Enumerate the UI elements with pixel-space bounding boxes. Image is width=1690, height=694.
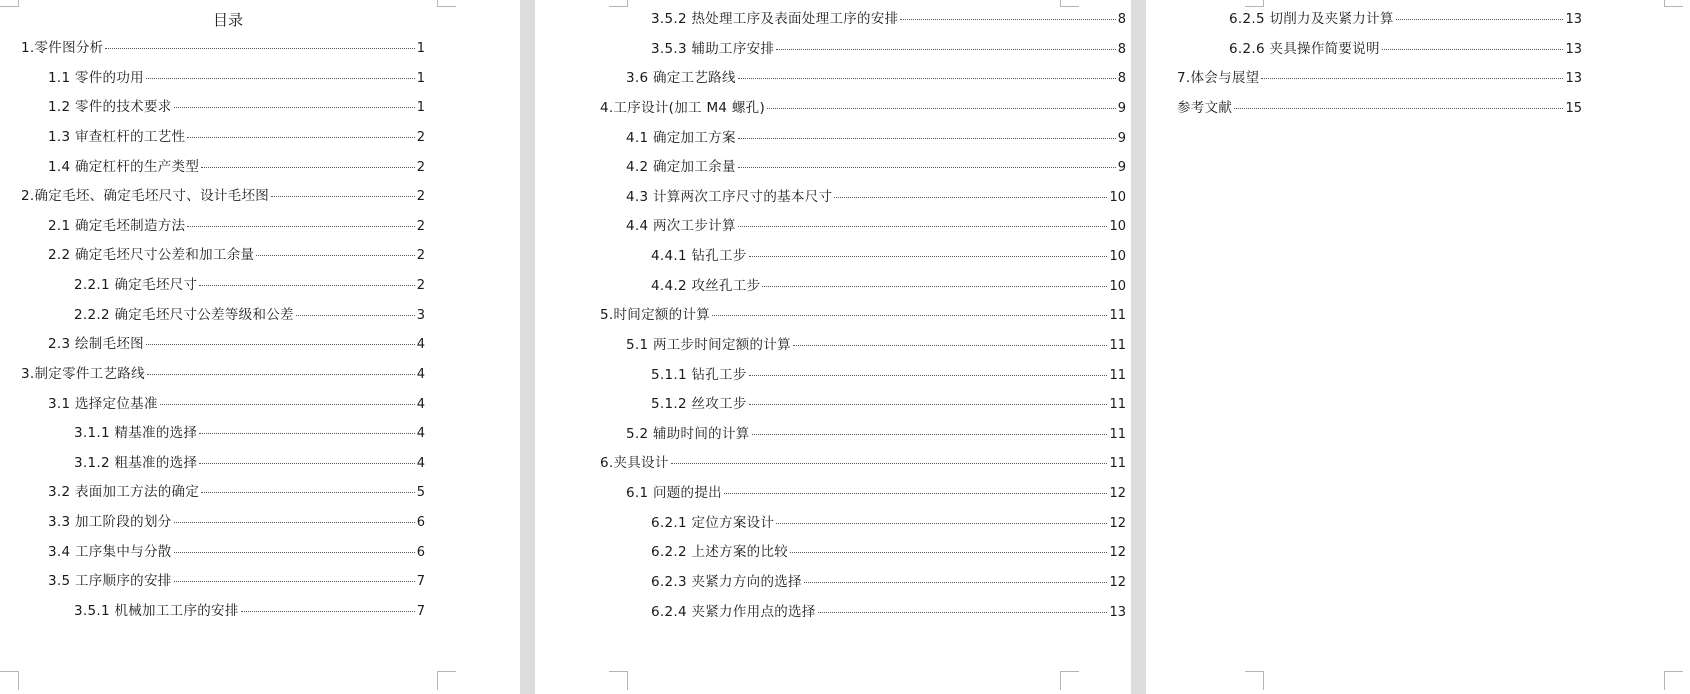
page-corner-mark <box>0 0 19 7</box>
toc-dot-leader <box>174 521 415 523</box>
toc-entry-title: 2.1 确定毛坯制造方法 <box>48 218 186 234</box>
toc-page-number: 9 <box>1117 131 1126 146</box>
toc-entry-title: 1.2 零件的技术要求 <box>48 99 172 115</box>
toc-entry-title: 3.6 确定工艺路线 <box>626 70 736 86</box>
page-corner-mark <box>1060 671 1079 690</box>
toc-dot-leader <box>199 284 414 286</box>
toc-dot-leader <box>199 432 414 434</box>
toc-page-number: 2 <box>416 278 425 293</box>
toc-entry[interactable] <box>626 187 1126 208</box>
page-corner-mark <box>0 671 19 690</box>
toc-entry-title: 5.时间定额的计算 <box>600 307 711 323</box>
toc-entry[interactable] <box>48 68 425 89</box>
toc-entry[interactable] <box>48 157 425 178</box>
toc-page-number: 10 <box>1109 279 1126 294</box>
toc-entry[interactable] <box>626 128 1126 149</box>
toc-page-number: 10 <box>1109 219 1126 234</box>
toc-page-number: 4 <box>416 337 425 352</box>
toc-page-number: 12 <box>1109 486 1126 501</box>
toc-dot-leader <box>199 462 414 464</box>
toc-dot-leader <box>1382 48 1564 50</box>
toc-dot-leader <box>256 254 414 256</box>
toc-entry-title: 4.4.1 钻孔工步 <box>651 248 747 264</box>
toc-page-number: 6 <box>416 545 425 560</box>
toc-entry[interactable] <box>48 542 425 563</box>
toc-page-number: 8 <box>1117 71 1126 86</box>
toc-dot-leader <box>187 136 414 138</box>
toc-entry[interactable] <box>1177 98 1582 119</box>
page-corner-mark <box>1664 0 1683 7</box>
toc-entry[interactable] <box>600 98 1126 119</box>
toc-entry-title: 2.2 确定毛坯尺寸公差和加工余量 <box>48 247 255 263</box>
toc-entry[interactable] <box>651 9 1126 30</box>
toc-entry-title: 6.2.5 切削力及夹紧力计算 <box>1229 11 1394 27</box>
toc-dot-leader <box>271 195 415 197</box>
toc-dot-leader <box>790 551 1107 553</box>
toc-page-number: 10 <box>1109 249 1126 264</box>
toc-page-number: 13 <box>1565 71 1582 86</box>
toc-entry[interactable] <box>1229 9 1582 30</box>
toc-entry-title: 6.2.3 夹紧力方向的选择 <box>651 574 802 590</box>
toc-page-number: 13 <box>1109 605 1126 620</box>
toc-dot-leader <box>818 611 1108 613</box>
toc-dot-leader <box>900 18 1115 20</box>
toc-dot-leader <box>201 166 415 168</box>
toc-page-number: 2 <box>416 189 425 204</box>
toc-entry[interactable] <box>74 305 425 326</box>
toc-entry[interactable] <box>600 305 1126 326</box>
toc-entry[interactable] <box>74 453 425 474</box>
toc-dot-leader <box>187 225 414 227</box>
toc-entry[interactable] <box>651 365 1126 386</box>
toc-entry[interactable] <box>651 513 1126 534</box>
toc-entry[interactable] <box>626 68 1126 89</box>
toc-page-number: 1 <box>416 71 425 86</box>
page-corner-mark <box>437 671 456 690</box>
toc-entry[interactable] <box>48 571 425 592</box>
toc-page-number: 12 <box>1109 575 1126 590</box>
toc-dot-leader <box>105 47 414 49</box>
toc-page-number: 2 <box>416 219 425 234</box>
page-corner-mark <box>609 671 628 690</box>
toc-entry-title: 3.3 加工阶段的划分 <box>48 514 172 530</box>
toc-entry-title: 4.2 确定加工余量 <box>626 159 736 175</box>
document-page-3 <box>1146 0 1690 694</box>
toc-entry-title: 3.1 选择定位基准 <box>48 396 158 412</box>
toc-dot-leader <box>1396 18 1564 20</box>
toc-page-number: 9 <box>1117 101 1126 116</box>
toc-dot-leader <box>1234 107 1563 109</box>
toc-dot-leader <box>147 373 415 375</box>
toc-entry[interactable] <box>1229 39 1582 60</box>
toc-entry-title: 5.1.2 丝攻工步 <box>651 396 747 412</box>
toc-page-number: 13 <box>1565 12 1582 27</box>
toc-entry-title: 6.2.6 夹具操作简要说明 <box>1229 41 1380 57</box>
toc-page-number: 11 <box>1109 368 1126 383</box>
toc-entry-title: 6.2.4 夹紧力作用点的选择 <box>651 604 816 620</box>
toc-entry[interactable] <box>600 453 1126 474</box>
toc-entry[interactable] <box>626 335 1126 356</box>
toc-dot-leader <box>241 610 415 612</box>
toc-entry[interactable] <box>651 394 1126 415</box>
toc-dot-leader <box>749 255 1108 257</box>
page-corner-mark <box>1664 671 1683 690</box>
toc-dot-leader <box>738 166 1116 168</box>
toc-entry-title: 3.1.1 精基准的选择 <box>74 425 198 441</box>
toc-entry[interactable] <box>21 38 425 59</box>
toc-entry[interactable] <box>48 127 425 148</box>
toc-entry[interactable] <box>48 482 425 503</box>
toc-dot-leader <box>738 225 1108 227</box>
toc-dot-leader <box>296 314 415 316</box>
toc-entry-title: 3.5.1 机械加工工序的安排 <box>74 603 239 619</box>
toc-page-number: 12 <box>1109 545 1126 560</box>
toc-page-number: 11 <box>1109 308 1126 323</box>
toc-entry-title: 4.4.2 攻丝孔工步 <box>651 278 761 294</box>
toc-entry-title: 4.3 计算两次工序尺寸的基本尺寸 <box>626 189 833 205</box>
toc-entry[interactable] <box>48 97 425 118</box>
toc-page-number: 5 <box>416 485 425 500</box>
toc-dot-leader <box>671 462 1108 464</box>
toc-title: 目录 <box>212 11 243 29</box>
toc-dot-leader <box>174 106 415 108</box>
toc-entry-title: 4.1 确定加工方案 <box>626 130 736 146</box>
toc-entry-title: 1.4 确定杠杆的生产类型 <box>48 159 200 175</box>
toc-dot-leader <box>738 77 1116 79</box>
toc-dot-leader <box>738 137 1116 139</box>
toc-entry-title: 2.2.2 确定毛坯尺寸公差等级和公差 <box>74 307 294 323</box>
toc-page-number: 4 <box>416 456 425 471</box>
toc-page-number: 11 <box>1109 456 1126 471</box>
toc-dot-leader <box>834 196 1107 198</box>
toc-page-number: 15 <box>1565 101 1582 116</box>
toc-entry[interactable] <box>651 542 1126 563</box>
toc-page-number: 1 <box>416 100 425 115</box>
toc-entry[interactable] <box>48 245 425 266</box>
page-corner-mark <box>1245 671 1264 690</box>
toc-entry[interactable] <box>651 572 1126 593</box>
toc-dot-leader <box>767 107 1116 109</box>
toc-dot-leader <box>724 492 1107 494</box>
toc-entry[interactable] <box>626 483 1126 504</box>
toc-entry-title: 3.5.3 辅助工序安排 <box>651 41 775 57</box>
toc-dot-leader <box>1261 77 1563 79</box>
toc-page-number: 6 <box>416 515 425 530</box>
toc-entry[interactable] <box>1177 68 1582 89</box>
toc-dot-leader <box>776 522 1107 524</box>
toc-entry-title: 3.5 工序顺序的安排 <box>48 573 172 589</box>
toc-entry-title: 6.2.1 定位方案设计 <box>651 515 775 531</box>
toc-page-number: 2 <box>416 248 425 263</box>
toc-entry[interactable] <box>626 216 1126 237</box>
toc-entry-title: 6.1 问题的提出 <box>626 485 722 501</box>
toc-page-number: 7 <box>416 604 425 619</box>
toc-page-number: 1 <box>416 41 425 56</box>
toc-entry-title: 2.确定毛坯、确定毛坯尺寸、设计毛坯图 <box>21 188 270 204</box>
toc-page-number: 11 <box>1109 338 1126 353</box>
toc-entry[interactable] <box>651 602 1126 623</box>
toc-entry-title: 1.零件图分析 <box>21 40 104 56</box>
toc-entry-title: 6.夹具设计 <box>600 455 669 471</box>
toc-entry[interactable] <box>48 394 425 415</box>
toc-entry-title: 3.1.2 粗基准的选择 <box>74 455 198 471</box>
toc-entry-title: 3.5.2 热处理工序及表面处理工序的安排 <box>651 11 899 27</box>
toc-entry-title: 7.体会与展望 <box>1177 70 1260 86</box>
toc-dot-leader <box>762 285 1107 287</box>
toc-dot-leader <box>793 344 1107 346</box>
toc-dot-leader <box>749 403 1108 405</box>
toc-dot-leader <box>804 581 1108 583</box>
toc-dot-leader <box>160 403 415 405</box>
toc-entry-title: 2.3 绘制毛坯图 <box>48 336 144 352</box>
toc-page-number: 3 <box>416 308 425 323</box>
toc-entry-title: 6.2.2 上述方案的比较 <box>651 544 789 560</box>
toc-entry[interactable] <box>651 246 1126 267</box>
toc-page-number: 4 <box>416 367 425 382</box>
document-page-1 <box>0 0 520 694</box>
document-page-2 <box>535 0 1131 694</box>
toc-dot-leader <box>201 491 415 493</box>
toc-entry-title: 5.1 两工步时间定额的计算 <box>626 337 791 353</box>
toc-entry-title: 5.1.1 钻孔工步 <box>651 367 747 383</box>
toc-page-number: 13 <box>1565 42 1582 57</box>
toc-entry-title: 3.2 表面加工方法的确定 <box>48 484 200 500</box>
toc-page-number: 12 <box>1109 516 1126 531</box>
toc-page-number: 11 <box>1109 397 1126 412</box>
toc-dot-leader <box>174 551 415 553</box>
toc-dot-leader <box>174 580 415 582</box>
toc-entry[interactable] <box>74 423 425 444</box>
toc-dot-leader <box>752 433 1108 435</box>
toc-page-number: 7 <box>416 574 425 589</box>
toc-dot-leader <box>712 314 1107 316</box>
toc-entry[interactable] <box>48 334 425 355</box>
toc-page-number: 4 <box>416 397 425 412</box>
toc-entry-title: 参考文献 <box>1177 100 1233 116</box>
page-corner-mark <box>437 0 456 7</box>
page-corner-mark <box>1060 0 1079 7</box>
toc-entry-title: 3.4 工序集中与分散 <box>48 544 172 560</box>
toc-page-number: 4 <box>416 426 425 441</box>
toc-page-number: 11 <box>1109 427 1126 442</box>
toc-dot-leader <box>146 343 415 345</box>
toc-entry[interactable] <box>651 276 1126 297</box>
toc-entry[interactable] <box>626 157 1126 178</box>
toc-page-number: 8 <box>1117 42 1126 57</box>
toc-page-number: 2 <box>416 130 425 145</box>
toc-entry[interactable] <box>626 424 1126 445</box>
toc-entry[interactable] <box>21 364 425 385</box>
toc-page-number: 10 <box>1109 190 1126 205</box>
page-corner-mark <box>609 0 628 7</box>
page-corner-mark <box>1245 0 1264 7</box>
toc-entry-title: 4.4 两次工步计算 <box>626 218 736 234</box>
toc-entry-title: 2.2.1 确定毛坯尺寸 <box>74 277 198 293</box>
toc-entry[interactable] <box>21 186 425 207</box>
toc-dot-leader <box>749 374 1108 376</box>
toc-entry-title: 5.2 辅助时间的计算 <box>626 426 750 442</box>
toc-page-number: 2 <box>416 160 425 175</box>
toc-entry-title: 4.工序设计(加工 M4 螺孔) <box>600 100 766 116</box>
toc-entry-title: 3.制定零件工艺路线 <box>21 366 145 382</box>
toc-entry[interactable] <box>48 216 425 237</box>
toc-entry[interactable] <box>74 275 425 296</box>
toc-page-number: 9 <box>1117 160 1126 175</box>
toc-dot-leader <box>776 48 1115 50</box>
toc-entry[interactable] <box>74 601 425 622</box>
toc-entry[interactable] <box>48 512 425 533</box>
toc-page-number: 8 <box>1117 12 1126 27</box>
toc-dot-leader <box>146 77 415 79</box>
toc-entry[interactable] <box>651 39 1126 60</box>
toc-entry-title: 1.1 零件的功用 <box>48 70 144 86</box>
toc-entry-title: 1.3 审查杠杆的工艺性 <box>48 129 186 145</box>
